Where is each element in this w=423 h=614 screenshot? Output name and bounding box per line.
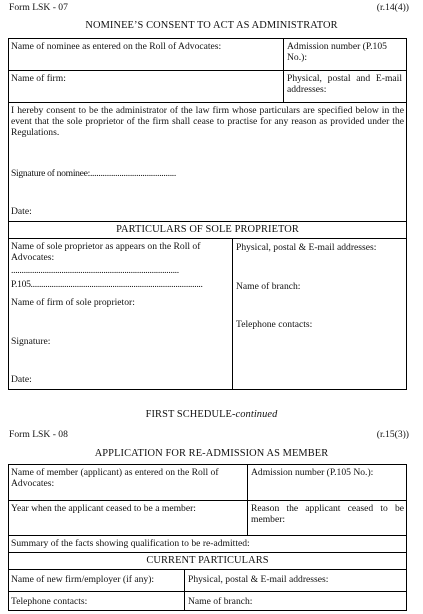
form-title: NOMINEE’S CONSENT TO ACT AS ADMINISTRATOR: [85, 20, 338, 31]
form-label: Form LSK - 07: [9, 2, 68, 13]
addresses-field[interactable]: Physical, postal and E-mail addresses:: [287, 73, 402, 96]
rule-reference: (r.14(4)): [376, 2, 409, 13]
schedule-heading-text: FIRST SCHEDULE-: [145, 409, 236, 420]
current-particulars-heading: CURRENT PARTICULARS: [146, 555, 269, 566]
form-label-08: Form LSK - 08: [9, 429, 68, 440]
new-firm-field[interactable]: Name of new firm/employer (if any):: [11, 574, 155, 585]
proprietor-firm-field[interactable]: Name of firm of sole proprietor:: [11, 297, 135, 308]
reason-ceased-field[interactable]: Reason the applicant ceased to be member:: [251, 503, 404, 526]
admission-number-field-08[interactable]: Admission number (P.105 No.):: [251, 467, 374, 478]
consent-statement: I hereby consent to be the administrator of the law firm whose particulars are specified below in the event that the sole proprietor of the firm shall cease to practise for any reason as provided under the Regulations.: [11, 105, 404, 139]
admission-number-field[interactable]: Admission number (P.105 No.):: [287, 41, 387, 64]
schedule-heading-continued: continued: [235, 409, 278, 420]
section-heading: PARTICULARS OF SOLE PROPRIETOR: [116, 224, 299, 235]
form-title-08: APPLICATION FOR RE-ADMISSION AS MEMBER: [94, 448, 329, 459]
year-ceased-field[interactable]: Year when the applicant ceased to be a member:: [11, 503, 196, 514]
telephone-field[interactable]: Telephone contacts:: [236, 319, 313, 330]
branch-field[interactable]: Name of branch:: [236, 281, 301, 292]
proprietor-name-field[interactable]: Name of sole proprietor as appears on the Roll of Advocates:: [11, 241, 201, 264]
addresses-field-08[interactable]: Physical, postal & E-mail addresses:: [188, 574, 329, 585]
nominee-name-field[interactable]: Name of nominee as entered on the Roll of Advocates:: [11, 41, 222, 52]
rule-reference-08: (r.15(3)): [376, 429, 409, 440]
p105-field[interactable]: P.105..................................................................................: [11, 279, 203, 290]
proprietor-signature-field[interactable]: Signature:: [11, 336, 51, 347]
firm-name-field[interactable]: Name of firm:: [11, 73, 66, 84]
nominee-signature-field[interactable]: Signature of nominee:.........................................: [11, 168, 176, 179]
proprietor-date-field[interactable]: Date:: [11, 374, 32, 385]
member-name-field[interactable]: Name of member (applicant) as entered on the Roll of Advocates:: [11, 467, 219, 490]
proprietor-name-dots: ................................................................................: [11, 265, 179, 276]
telephone-field-08[interactable]: Telephone contacts:: [11, 596, 88, 607]
summary-field[interactable]: Summary of the facts showing qualification to be re-admitted:: [11, 538, 250, 549]
nominee-date-field[interactable]: Date:: [11, 206, 32, 217]
schedule-heading: [0, 409, 423, 421]
branch-field-08[interactable]: Name of branch:: [188, 596, 253, 607]
proprietor-addresses-field[interactable]: Physical, postal & E-mail addresses:: [236, 242, 377, 253]
